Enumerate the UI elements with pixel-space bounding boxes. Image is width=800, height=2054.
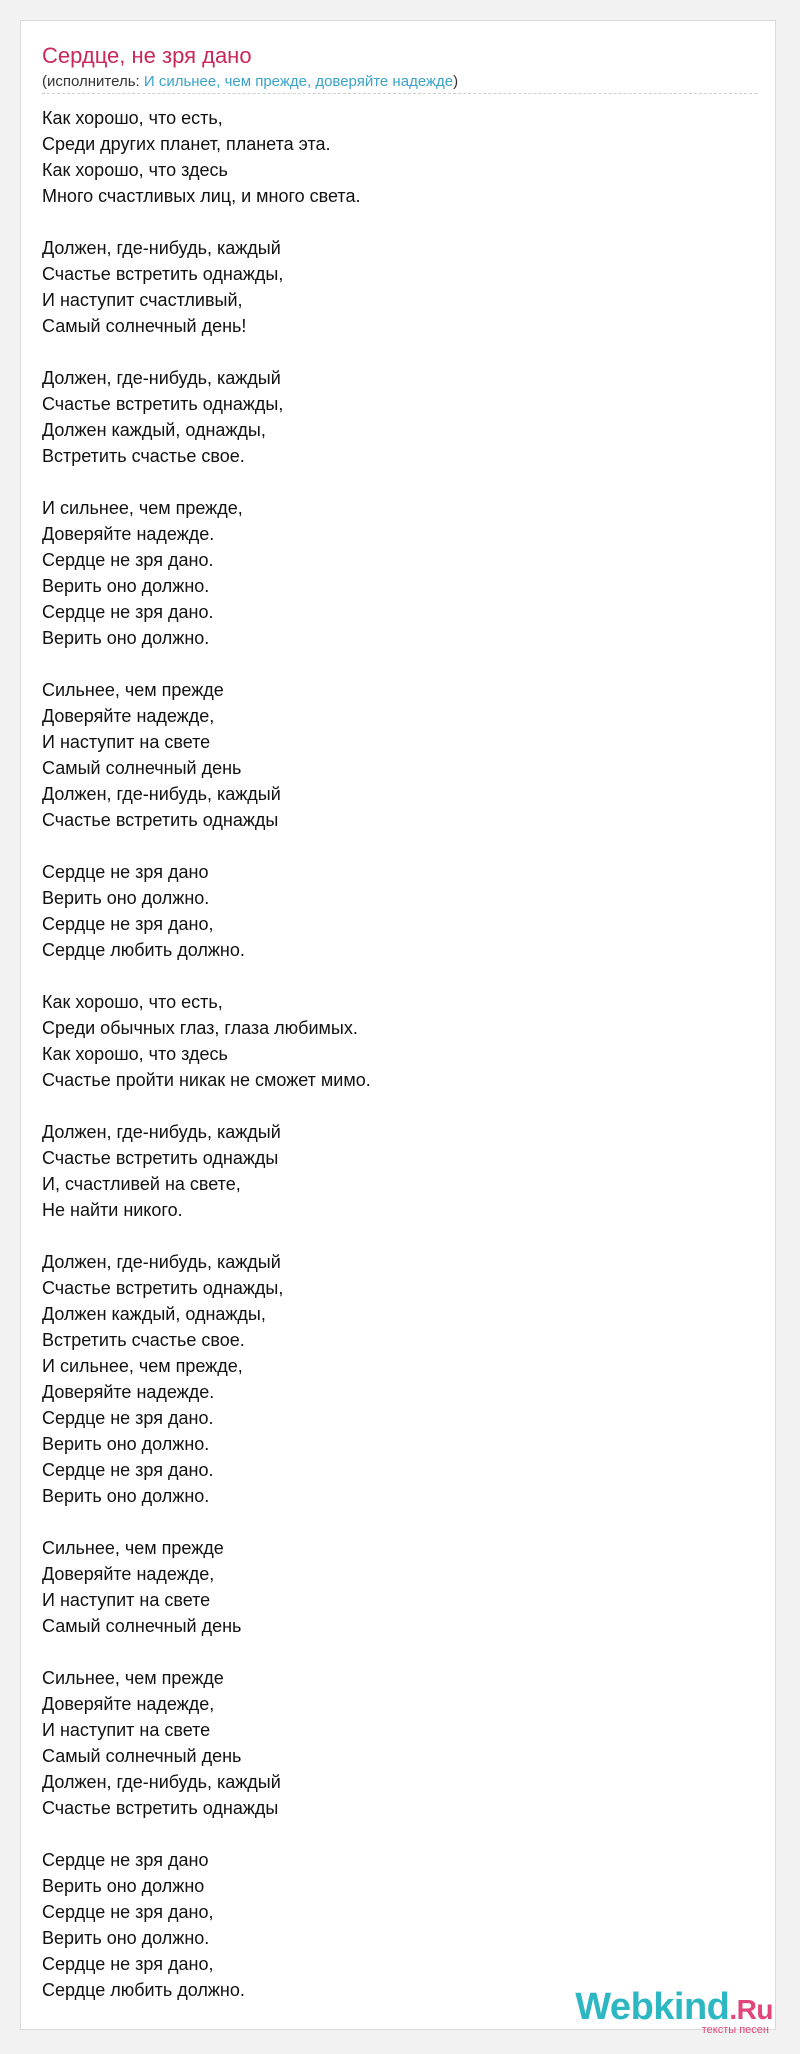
lyrics-line: И сильнее, чем прежде, xyxy=(42,498,243,518)
lyrics-line: Как хорошо, что здесь xyxy=(42,1044,228,1064)
lyrics-stanza xyxy=(42,989,742,1093)
lyrics-block xyxy=(42,105,742,2029)
lyrics-line: Самый солнечный день! xyxy=(42,316,247,336)
webkind-logo[interactable] xyxy=(573,1986,773,2036)
lyrics-line: Сердце не зря дано. xyxy=(42,1408,214,1428)
lyrics-line: Сердце не зря дано. xyxy=(42,1460,214,1480)
lyrics-line: Самый солнечный день xyxy=(42,758,242,778)
lyrics-line: Сильнее, чем прежде xyxy=(42,1538,224,1558)
lyrics-line: И сильнее, чем прежде, xyxy=(42,1356,243,1376)
lyrics-line: Счастье встретить однажды xyxy=(42,1148,279,1168)
lyrics-stanza xyxy=(42,235,742,339)
lyrics-line: И, счастливей на свете, xyxy=(42,1174,241,1194)
lyrics-line: Верить оно должно. xyxy=(42,1486,210,1506)
lyrics-line: Должен каждый, однажды, xyxy=(42,420,266,440)
lyrics-stanza xyxy=(42,1847,742,2003)
lyrics-line: Должен каждый, однажды, xyxy=(42,1304,266,1324)
logo-tagline: тексты песен xyxy=(701,2024,769,2036)
header-divider xyxy=(42,93,757,94)
lyrics-line: Счастье пройти никак не сможет мимо. xyxy=(42,1070,371,1090)
lyrics-line: Как хорошо, что есть, xyxy=(42,992,223,1012)
lyrics-stanza xyxy=(42,677,742,833)
lyrics-line: Как хорошо, что здесь xyxy=(42,160,228,180)
lyrics-line: Доверяйте надежде. xyxy=(42,524,215,544)
lyrics-line: Доверяйте надежде, xyxy=(42,1694,215,1714)
lyrics-line: Должен, где-нибудь, каждый xyxy=(42,784,281,804)
lyrics-line: Сердце не зря дано xyxy=(42,1850,209,1870)
lyrics-line: И наступит на свете xyxy=(42,1590,211,1610)
lyrics-stanza xyxy=(42,1665,742,1821)
lyrics-stanza xyxy=(42,105,742,209)
lyrics-line: Счастье встретить однажды, xyxy=(42,1278,284,1298)
lyrics-line: Счастье встретить однажды, xyxy=(42,264,284,284)
performer-link[interactable]: И сильнее, чем прежде, доверяйте надежде xyxy=(143,73,454,90)
lyrics-stanza xyxy=(42,1535,742,1639)
lyrics-line: Встретить счастье свое. xyxy=(42,446,245,466)
lyrics-line: Должен, где-нибудь, каждый xyxy=(42,238,281,258)
lyrics-line: Самый солнечный день xyxy=(42,1616,242,1636)
lyrics-stanza xyxy=(42,365,742,469)
lyrics-line: Доверяйте надежде. xyxy=(42,1382,215,1402)
lyrics-line: Самый солнечный день xyxy=(42,1746,242,1766)
lyrics-line: Сердце не зря дано xyxy=(42,862,209,882)
lyrics-line: Много счастливых лиц, и много света. xyxy=(42,186,361,206)
lyrics-line: Верить оно должно. xyxy=(42,576,210,596)
lyrics-line: Счастье встретить однажды, xyxy=(42,394,284,414)
performer-line xyxy=(42,72,458,92)
lyrics-line: Верить оно должно. xyxy=(42,888,210,908)
lyrics-line: Должен, где-нибудь, каждый xyxy=(42,1122,281,1142)
lyrics-stanza xyxy=(42,495,742,651)
lyrics-line: Верить оно должно. xyxy=(42,1434,210,1454)
lyrics-line: Сердце любить должно. xyxy=(42,940,245,960)
lyrics-line: Среди других планет, планета эта. xyxy=(42,134,331,154)
lyrics-line: Сердце не зря дано. xyxy=(42,550,214,570)
lyrics-line: Сердце не зря дано, xyxy=(42,1954,214,1974)
lyrics-line: И наступит на свете xyxy=(42,732,211,752)
lyrics-line: Должен, где-нибудь, каждый xyxy=(42,1772,281,1792)
logo-main-text: Webkind xyxy=(575,1986,730,2028)
song-title: Сердце, не зря дано xyxy=(42,43,252,68)
lyrics-line: Доверяйте надежде, xyxy=(42,1564,215,1584)
lyrics-line: Счастье встретить однажды xyxy=(42,810,279,830)
lyrics-line: Сердце не зря дано. xyxy=(42,602,214,622)
logo-tld: .Ru xyxy=(729,1994,773,2025)
lyrics-line: Верить оно должно. xyxy=(42,1928,210,1948)
lyrics-line: Не найти никого. xyxy=(42,1200,183,1220)
lyrics-line: Встретить счастье свое. xyxy=(42,1330,245,1350)
lyrics-line: Сильнее, чем прежде xyxy=(42,1668,224,1688)
lyrics-line: Доверяйте надежде, xyxy=(42,706,215,726)
lyrics-line: И наступит на свете xyxy=(42,1720,211,1740)
lyrics-line: Должен, где-нибудь, каждый xyxy=(42,368,281,388)
lyrics-stanza xyxy=(42,859,742,963)
lyrics-stanza xyxy=(42,1119,742,1223)
lyrics-line: Сильнее, чем прежде xyxy=(42,680,224,700)
lyrics-line: Среди обычных глаз, глаза любимых. xyxy=(42,1018,358,1038)
lyrics-line: Как хорошо, что есть, xyxy=(42,108,223,128)
performer-prefix: (исполнитель: xyxy=(42,73,144,90)
lyrics-line: Сердце не зря дано, xyxy=(42,1902,214,1922)
lyrics-line: Верить оно должно xyxy=(42,1876,205,1896)
lyrics-line: Должен, где-нибудь, каждый xyxy=(42,1252,281,1272)
lyrics-line: Сердце любить должно. xyxy=(42,1980,245,2000)
lyrics-stanza xyxy=(42,1249,742,1509)
lyrics-line: И наступит счастливый, xyxy=(42,290,243,310)
performer-suffix: ) xyxy=(453,73,459,90)
lyrics-line: Сердце не зря дано, xyxy=(42,914,214,934)
lyrics-line: Верить оно должно. xyxy=(42,628,210,648)
lyrics-line: Счастье встретить однажды xyxy=(42,1798,279,1818)
